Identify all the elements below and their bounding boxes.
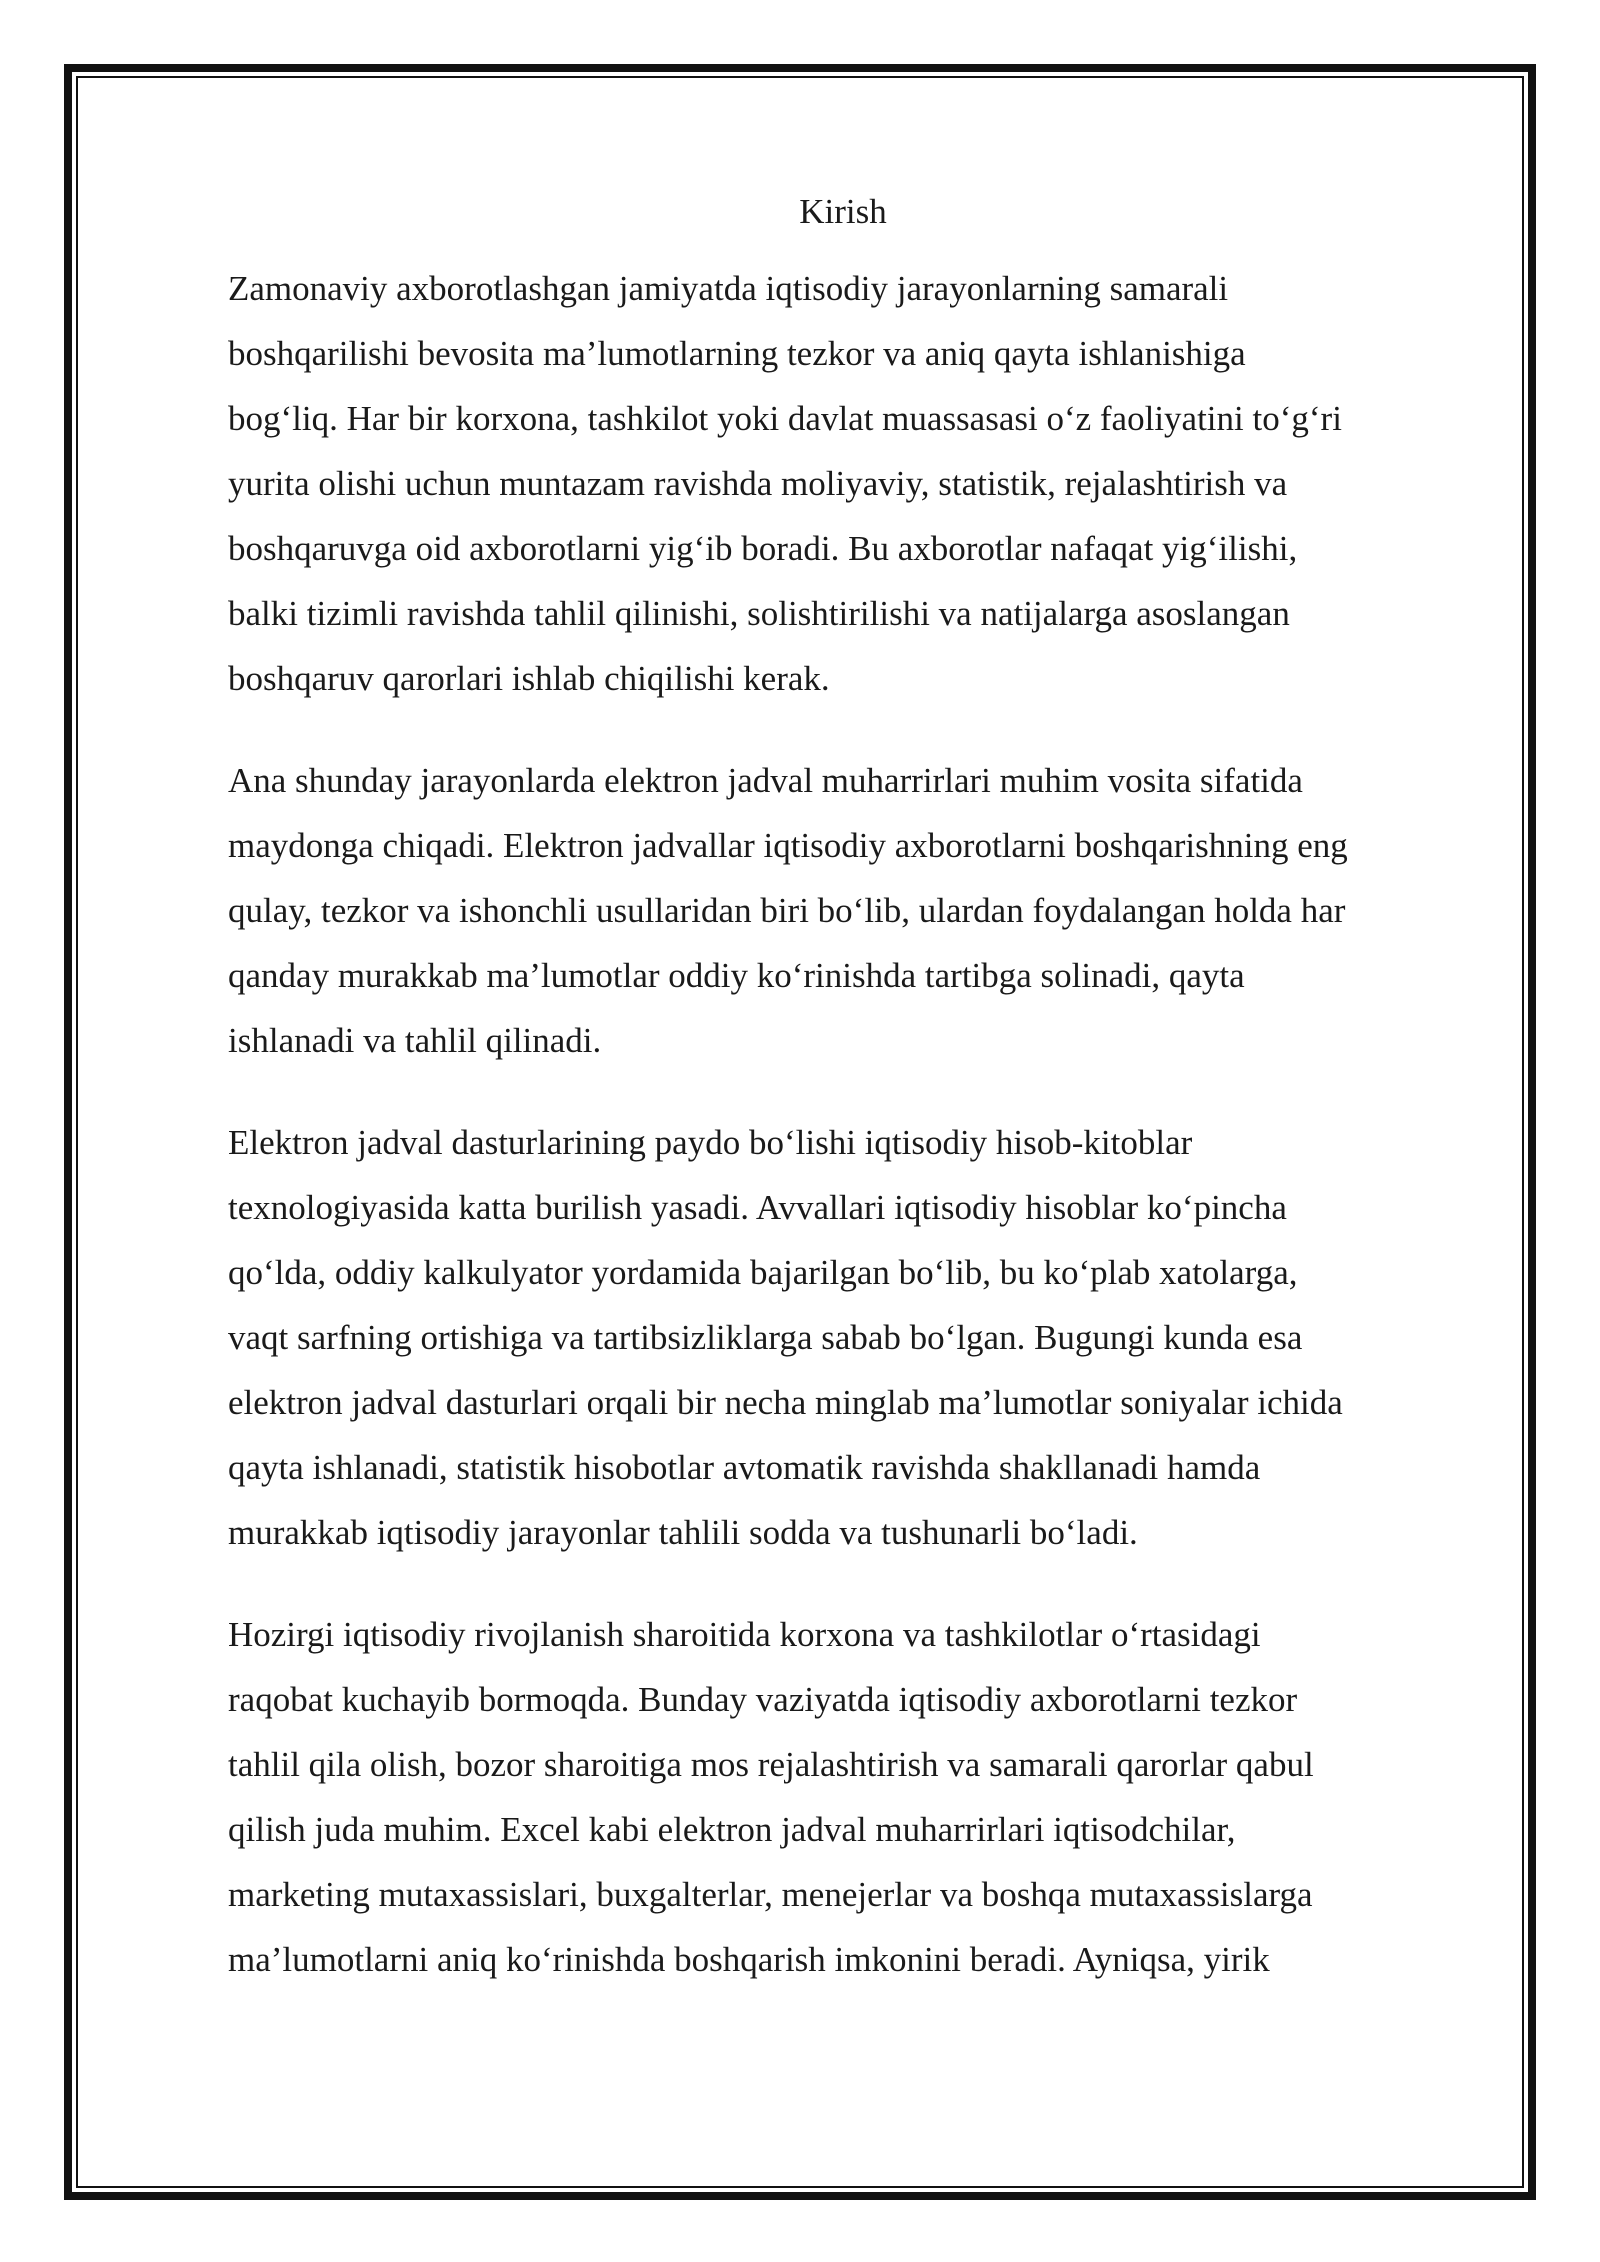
text-line: maydonga chiqadi. Elektron jadvallar iqtisodiy axborotlarni boshqarishning eng (228, 826, 1348, 865)
text-line: qayta ishlanadi, statistik hisobotlar avtomatik ravishda shakllanadi hamda (228, 1448, 1261, 1487)
text-line: Hozirgi iqtisodiy rivojlanish sharoitida korxona va tashkilotlar o‘rtasidagi (228, 1615, 1261, 1654)
text-line: tahlil qila olish, bozor sharoitiga mos rejalashtirish va samarali qarorlar qabul (228, 1745, 1314, 1784)
text-line: qo‘lda, oddiy kalkulyator yordamida bajarilgan bo‘lib, bu ko‘plab xatolarga, (228, 1253, 1298, 1292)
text-line: ishlanadi va tahlil qilinadi. (228, 1021, 602, 1060)
text-line: boshqaruvga oid axborotlarni yig‘ib boradi. Bu axborotlar nafaqat yig‘ilishi, (228, 529, 1298, 568)
text-line: bog‘liq. Har bir korxona, tashkilot yoki davlat muassasasi o‘z faoliyatini to‘g‘ri (228, 399, 1342, 438)
document-body (228, 184, 1448, 2029)
text-line: Ana shunday jarayonlarda elektron jadval muharrirlari muhim vosita sifatida (228, 761, 1303, 800)
text-line: texnologiyasida katta burilish yasadi. Avvallari iqtisodiy hisoblar ko‘pincha (228, 1188, 1287, 1227)
text-line: Zamonaviy axborotlashgan jamiyatda iqtisodiy jarayonlarning samarali (228, 269, 1229, 308)
text-line: murakkab iqtisodiy jarayonlar tahlili sodda va tushunarli bo‘ladi. (228, 1513, 1138, 1552)
text-line: qilish juda muhim. Excel kabi elektron jadval muharrirlari iqtisodchilar, (228, 1810, 1236, 1849)
text-line: vaqt sarfning ortishiga va tartibsizliklarga sabab bo‘lgan. Bugungi kunda esa (228, 1318, 1303, 1357)
text-line: qanday murakkab ma’lumotlar oddiy ko‘rinishda tartibga solinadi, qayta (228, 956, 1245, 995)
text-line: boshqarilishi bevosita ma’lumotlarning tezkor va aniq qayta ishlanishiga (228, 334, 1246, 373)
text-line: qulay, tezkor va ishonchli usullaridan biri bo‘lib, ulardan foydalangan holda har (228, 891, 1346, 930)
text-line: Elektron jadval dasturlarining paydo bo‘lishi iqtisodiy hisob-kitoblar (228, 1123, 1193, 1162)
text-line: elektron jadval dasturlari orqali bir necha minglab ma’lumotlar soniyalar ichida (228, 1383, 1343, 1422)
text-line: raqobat kuchayib bormoqda. Bunday vaziyatda iqtisodiy axborotlarni tezkor (228, 1680, 1298, 1719)
text-line: yurita olishi uchun muntazam ravishda moliyaviy, statistik, rejalashtirish va (228, 464, 1288, 503)
page-title: Kirish (799, 192, 887, 231)
text-line: balki tizimli ravishda tahlil qilinishi, solishtirilishi va natijalarga asoslangan (228, 594, 1290, 633)
text-line: marketing mutaxassislari, buxgalterlar, menejerlar va boshqa mutaxassislarga (228, 1875, 1313, 1914)
paragraph-2 (228, 748, 1448, 1073)
text-line: boshqaruv qarorlari ishlab chiqilishi kerak. (228, 659, 830, 698)
paragraph-4 (228, 1602, 1448, 1992)
text-line: ma’lumotlarni aniq ko‘rinishda boshqarish imkonini beradi. Ayniqsa, yirik (228, 1940, 1270, 1979)
paragraph-3 (228, 1110, 1448, 1565)
paragraph-1 (228, 256, 1448, 711)
